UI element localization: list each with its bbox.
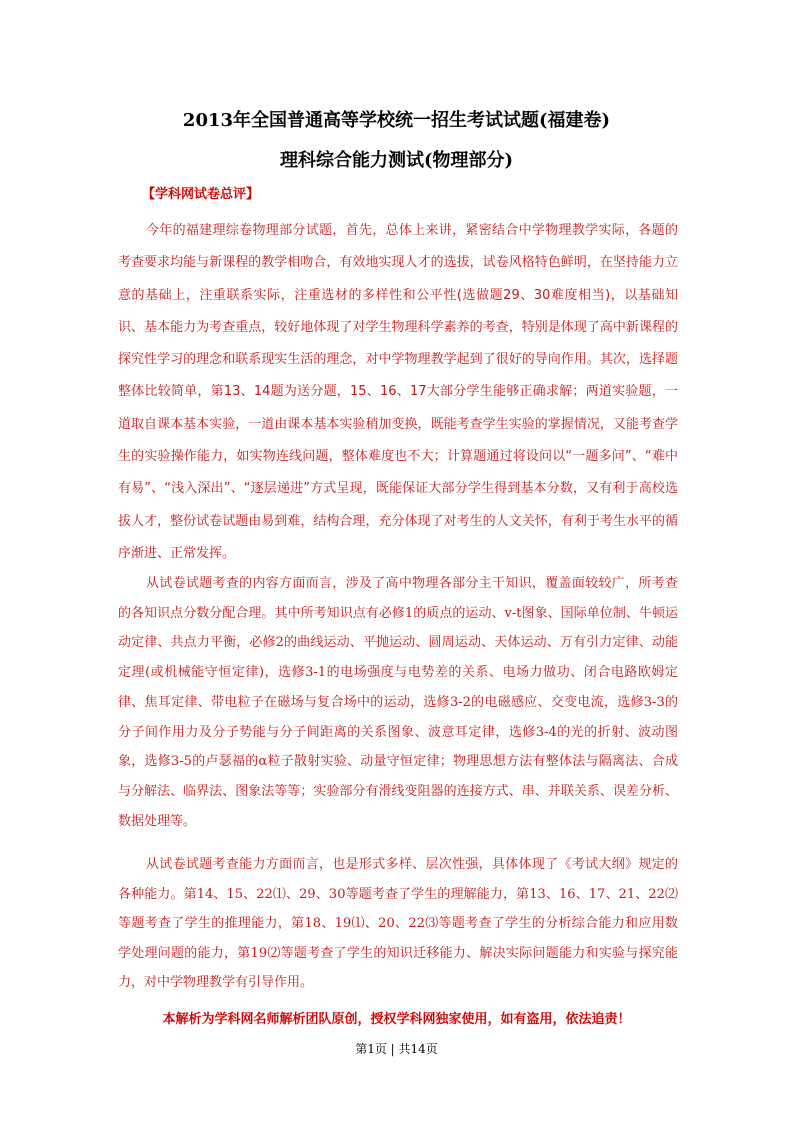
page-footer: 第1页 | 共14页 [355, 1042, 438, 1056]
document-title: 2013年全国普通高等学校统一招生考试试题(福建卷) [182, 110, 611, 131]
paragraph-overview: 今年的福建理综卷物理部分试题，首先，总体上来讲，紧密结合中学物理教学实际，各题的考查要求均能与新课程的教学相吻合，有效地实现人才的选拔，试卷风格特色鲜明，在坚持能力立意的基础上，注重联系实际，注重选材的多样性和公平性(选做题29、30难度相当)，以基础知识、基本能力为考查重点，较好地体现了对学生物理科学素养的考查，特别是体现了高中新课程的探究性学习的理念和联系现实生活的理念，对中学物理教学起到了很好的导向作用。其次，选择题整体比较简单，第13、14题为送分题，15、16、17大部分学生能够正确求解；两道实验题，一道取自课本基本实验，一道由课本基本实验稍加变换，既能考查学生实验的掌握情况，又能考查学生的实验操作能力，如实物连线问题，整体难度也不大；计算题通过将设问以“一题多问”、“难中有易”、“浅入深出”、“逐层递进”方式呈现，既能保证大部分学生得到基本分数，又有利于高校选拔人才，整份试卷试题由易到难，结构合理，充分体现了对考生的人文关怀，有利于考生水平的循序渐进、正常发挥。 [118, 223, 678, 561]
document-subtitle: 理科综合能力测试(物理部分) [279, 150, 514, 171]
copyright-notice: 本解析为学科网名师解析团队原创，授权学科网独家使用，如有盗用，依法追责！ [162, 1012, 631, 1027]
paragraph-ability-assessment: 从试卷试题考查能力方面而言，也是形式多样、层次性强，具体体现了《考试大纲》规定的各种能力。第14、15、22⑴、29、30等题考查了学生的理解能力，第13、16、17、21、22⑵等题考查了学生的推理能力，第18、19⑴、20、22⑶等题考查了学生的分析综合能力和应用数学处理问题的能力，第19⑵等题考查了学生的知识迁移能力、解决实际问题能力和实验与探究能力，对中学物理教学有引导作用。 [118, 857, 678, 990]
paragraph-content-coverage: 从试卷试题考查的内容方面而言，涉及了高中物理各部分主干知识，覆盖面较较广，所考查的各知识点分数分配合理。其中所考知识点有必修1的质点的运动、v-t图象、国际单位制、牛顿运动定律、共点力平衡，必修2的曲线运动、平抛运动、圆周运动、天体运动、万有引力定律、动能定理(或机械能守恒定律)，选修3-1的电场强度与电势差的关系、电场力做功、闭合电路欧姆定律、焦耳定律、带电粒子在磁场与复合场中的运动，选修3-2的电磁感应、交变电流，选修3-3的分子间作用力及分子势能与分子间距离的关系图象、波意耳定律，选修3-4的光的折射、波动图象，选修3-5的卢瑟福的α粒子散射实验、动量守恒定律；物理思想方法有整体法与隔离法、合成与分解法、临界法、图象法等等；实验部分有滑线变阻器的连接方式、串、并联关系、误差分析、数据处理等。 [118, 576, 678, 829]
section-label: 【学科网试卷总评】 [142, 187, 260, 202]
